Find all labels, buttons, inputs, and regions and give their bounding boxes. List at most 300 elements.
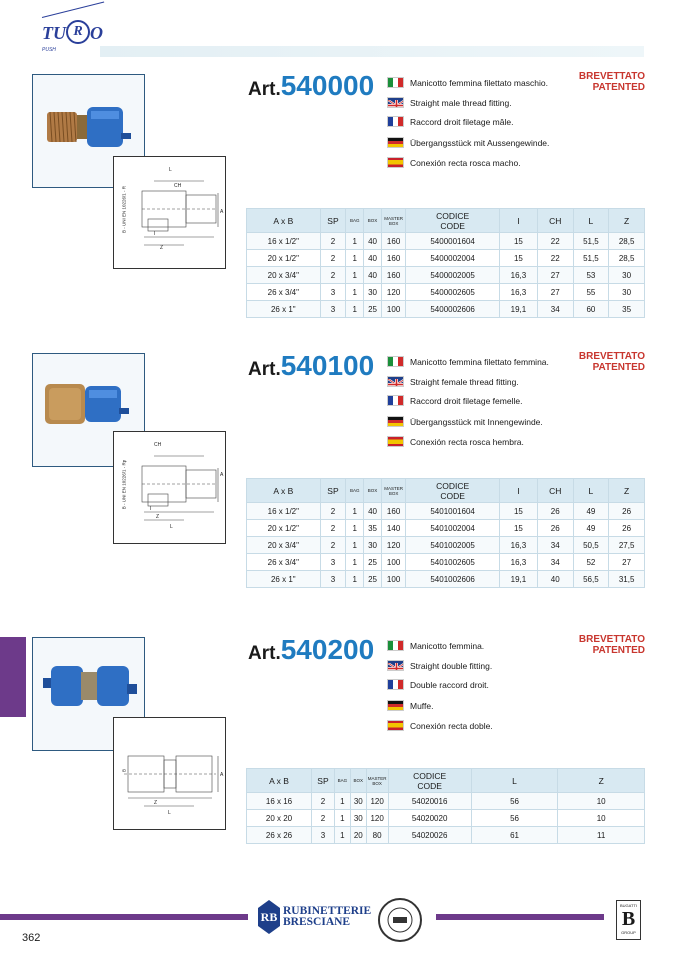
table-cell: 160: [381, 503, 405, 520]
table-cell: 27: [537, 284, 573, 301]
svg-text:A: A: [220, 772, 224, 778]
table-row: [247, 284, 645, 301]
table-cell: 3: [320, 571, 346, 588]
table-cell: 140: [381, 520, 405, 537]
brand-line-2: BRESCIANE: [283, 916, 351, 928]
table-cell: 3: [320, 554, 346, 571]
table-cell: 100: [381, 571, 405, 588]
spec-table-header: [247, 769, 645, 793]
column-header-text: Z: [624, 485, 630, 496]
column-header: [247, 479, 321, 503]
column-header-text: L: [588, 215, 594, 226]
table-cell: 20 x 3/4": [247, 537, 321, 554]
patent-label: [579, 351, 645, 373]
description-de: [387, 697, 433, 711]
description-text: Übergangsstück mit Aussengewinde.: [410, 137, 550, 148]
table-cell: 20 x 1/2": [247, 520, 321, 537]
table-cell: 16,3: [499, 537, 537, 554]
bugatti-bottom: GROUP: [621, 930, 636, 935]
patent-label-en: PATENTED: [592, 362, 645, 373]
svg-text:Z: Z: [160, 245, 164, 251]
description-es: [387, 717, 493, 731]
table-cell: 35: [364, 520, 382, 537]
table-cell: 1: [334, 810, 350, 827]
table-cell: 49: [573, 520, 609, 537]
table-cell: 26: [609, 520, 645, 537]
table-cell: 40: [537, 571, 573, 588]
logo-rb-circle: R: [66, 20, 90, 44]
column-header: [499, 209, 537, 233]
table-cell: 26 x 3/4": [247, 284, 321, 301]
article-number: 540000: [280, 70, 375, 101]
table-cell: 80: [366, 827, 388, 844]
table-cell: 54020020: [388, 810, 471, 827]
svg-text:RB: RB: [260, 910, 278, 924]
table-cell: 1: [346, 537, 364, 554]
table-cell: 50,5: [573, 537, 609, 554]
table-row: [247, 537, 645, 554]
table-cell: 5400001604: [406, 233, 500, 250]
column-header-text: L: [512, 775, 517, 786]
column-header-text: Z: [624, 215, 630, 226]
table-cell: 55: [573, 284, 609, 301]
bugatti-top: BUGATTI: [619, 903, 638, 908]
description-de: [387, 134, 549, 148]
svg-text:I: I: [154, 231, 156, 237]
description-text: Straight male thread fitting.: [410, 97, 512, 108]
table-cell: 1: [346, 503, 364, 520]
logo-tu: TU: [42, 23, 66, 43]
table-cell: 120: [381, 284, 405, 301]
flag-fr-icon: [387, 116, 404, 127]
table-cell: 2: [320, 267, 346, 284]
table-cell: 40: [364, 267, 382, 284]
patent-label: [579, 71, 645, 93]
column-header: [312, 769, 335, 793]
description-es: [387, 433, 524, 447]
column-header-text: CH: [549, 485, 562, 496]
table-cell: 1: [346, 571, 364, 588]
table-cell: 100: [381, 554, 405, 571]
patent-label: [579, 634, 645, 656]
patent-label-it: BREVETTATO: [578, 634, 645, 645]
description-text: Manicotto femmina filettato femmina.: [410, 356, 549, 367]
table-cell: 26 x 1": [247, 301, 321, 318]
table-cell: 16,3: [499, 554, 537, 571]
article-number: 540100: [280, 350, 375, 381]
patent-label-en: PATENTED: [592, 645, 645, 656]
header-bar: [100, 46, 644, 57]
column-header-text: BAG: [349, 488, 360, 493]
table-cell: 1: [334, 793, 350, 810]
table-cell: 27: [537, 267, 573, 284]
table-cell: 1: [346, 554, 364, 571]
flag-it-icon: [387, 356, 404, 367]
column-header: [381, 479, 405, 503]
table-cell: 2: [320, 503, 346, 520]
table-cell: 25: [364, 571, 382, 588]
article-prefix: Art.: [248, 643, 281, 664]
table-cell: 15: [499, 233, 537, 250]
column-header-text: Z: [598, 775, 604, 786]
column-header-text: A x B: [273, 215, 294, 226]
iso-seal-icon: [380, 900, 420, 940]
article-title: [248, 350, 374, 382]
column-header: [406, 209, 500, 233]
column-header-text: I: [517, 215, 520, 226]
spec-table: [246, 208, 645, 318]
column-header-line: CODE: [417, 780, 442, 791]
column-header-line: CODICE: [413, 770, 447, 781]
description-it: [387, 353, 549, 367]
column-header: [609, 209, 645, 233]
column-header: [364, 209, 382, 233]
table-cell: 60: [573, 301, 609, 318]
footer-line-right: [436, 914, 604, 920]
patent-label-it: BREVETTATO: [578, 351, 645, 362]
description-text: Conexión recta rosca hembra.: [410, 436, 524, 447]
svg-text:A: A: [220, 472, 224, 478]
table-row: [247, 267, 645, 284]
table-cell: 26 x 26: [247, 827, 312, 844]
table-cell: 16,3: [499, 267, 537, 284]
table-cell: 53: [573, 267, 609, 284]
column-header-text: MASTER BOX: [384, 485, 403, 496]
column-header: [320, 479, 346, 503]
column-header-text: A x B: [269, 775, 289, 786]
column-header-text: MASTER BOX: [384, 215, 403, 226]
table-cell: 22: [537, 233, 573, 250]
table-cell: 1: [346, 233, 364, 250]
table-row: [247, 301, 645, 318]
table-cell: 20 x 1/2": [247, 250, 321, 267]
table-cell: 34: [537, 554, 573, 571]
table-cell: 28,5: [609, 250, 645, 267]
description-text: Raccord droit filetage mâle.: [410, 116, 514, 127]
table-cell: 20 x 3/4": [247, 267, 321, 284]
table-cell: 11: [558, 827, 645, 844]
table-row: [247, 793, 645, 810]
column-header: [558, 769, 645, 793]
flag-fr-icon: [387, 679, 404, 690]
column-header: [537, 209, 573, 233]
column-header-line: CODICE: [436, 480, 470, 491]
flag-it-icon: [387, 640, 404, 651]
svg-text:L: L: [169, 167, 172, 173]
flag-es-icon: [387, 436, 404, 447]
column-header: [366, 769, 388, 793]
table-cell: 40: [364, 503, 382, 520]
turbo-logo: [22, 14, 104, 56]
table-cell: 5401002605: [406, 554, 500, 571]
table-cell: 2: [320, 520, 346, 537]
table-cell: 51,5: [573, 250, 609, 267]
logo-o: O: [90, 23, 103, 43]
description-text: Double raccord droit.: [410, 679, 489, 690]
table-row: [247, 554, 645, 571]
patent-label-it: BREVETTATO: [578, 71, 645, 82]
column-header-line: CODICE: [436, 210, 470, 221]
table-cell: 2: [320, 250, 346, 267]
flag-it-icon: [387, 77, 404, 88]
column-header-text: I: [517, 485, 520, 496]
table-cell: 16 x 1/2": [247, 233, 321, 250]
column-header: [350, 769, 366, 793]
table-cell: 2: [312, 810, 335, 827]
table-cell: 20: [350, 827, 366, 844]
flag-es-icon: [387, 157, 404, 168]
column-header: [406, 479, 500, 503]
column-header: [388, 769, 471, 793]
table-cell: 160: [381, 233, 405, 250]
flag-gb-icon: [387, 97, 404, 108]
table-cell: 51,5: [573, 233, 609, 250]
table-cell: 5401002005: [406, 537, 500, 554]
side-tab: [0, 637, 26, 717]
table-row: [247, 827, 645, 844]
table-row: [247, 520, 645, 537]
column-header-text: BAG: [337, 778, 348, 783]
flag-de-icon: [387, 700, 404, 711]
table-cell: 3: [320, 301, 346, 318]
column-header: [346, 209, 364, 233]
svg-text:Z: Z: [156, 514, 160, 520]
table-row: [247, 233, 645, 250]
description-gb: [387, 657, 492, 671]
spec-table: [246, 478, 645, 588]
description-text: Conexión recta doble.: [410, 720, 493, 731]
column-header-line: CODE: [440, 490, 465, 501]
column-header-text: SP: [327, 215, 339, 226]
table-cell: 30: [609, 267, 645, 284]
table-cell: 30: [350, 793, 366, 810]
description-text: Raccord droit filetage femelle.: [410, 395, 523, 406]
patent-label-en: PATENTED: [592, 82, 645, 93]
brand-line-1: RUBINETTERIE: [283, 905, 372, 917]
table-cell: 34: [537, 301, 573, 318]
iso-certification-seal: [378, 898, 422, 942]
table-cell: 52: [573, 554, 609, 571]
table-cell: 5401001604: [406, 503, 500, 520]
svg-text:A: A: [220, 209, 224, 215]
table-cell: 54020016: [388, 793, 471, 810]
bugatti-group-logo: [616, 900, 641, 940]
table-cell: 5401002004: [406, 520, 500, 537]
table-row: [247, 503, 645, 520]
table-cell: 30: [609, 284, 645, 301]
table-cell: 3: [312, 827, 335, 844]
description-gb: [387, 373, 519, 387]
table-cell: 34: [537, 537, 573, 554]
description-text: Manicotto femmina.: [410, 640, 485, 651]
drawing-standard-label: B - UNI EN 10226/1 - R: [121, 185, 127, 234]
flag-gb-icon: [387, 376, 404, 387]
table-cell: 26: [537, 503, 573, 520]
column-header-text: A x B: [273, 485, 294, 496]
column-header: [573, 479, 609, 503]
column-header-text: L: [588, 485, 594, 496]
table-cell: 15: [499, 250, 537, 267]
description-text: Straight female thread fitting.: [410, 376, 519, 387]
table-cell: 49: [573, 503, 609, 520]
svg-text:L: L: [170, 524, 173, 530]
table-cell: 56: [471, 793, 558, 810]
column-header: [537, 479, 573, 503]
page-number: 362: [22, 932, 41, 944]
description-it: [387, 74, 548, 88]
table-cell: 22: [537, 250, 573, 267]
table-cell: 61: [471, 827, 558, 844]
table-cell: 160: [381, 267, 405, 284]
table-cell: 120: [381, 537, 405, 554]
table-row: [247, 810, 645, 827]
column-header: [471, 769, 558, 793]
table-cell: 54020026: [388, 827, 471, 844]
spec-table: [246, 768, 645, 844]
column-header-text: SP: [327, 485, 339, 496]
table-cell: 19,1: [499, 301, 537, 318]
article-number: 540200: [280, 634, 375, 665]
table-cell: 2: [312, 793, 335, 810]
description-it: [387, 637, 484, 651]
svg-text:L: L: [168, 810, 171, 816]
flag-gb-icon: [387, 660, 404, 671]
column-header-text: SP: [317, 775, 329, 786]
table-cell: 5400002605: [406, 284, 500, 301]
description-text: Übergangsstück mit Innengewinde.: [410, 416, 543, 427]
table-cell: 56,5: [573, 571, 609, 588]
description-text: Manicotto femmina filettato maschio.: [410, 77, 548, 88]
table-cell: 31,5: [609, 571, 645, 588]
description-fr: [387, 392, 522, 406]
table-cell: 20 x 20: [247, 810, 312, 827]
column-header: [499, 479, 537, 503]
table-cell: 3: [320, 284, 346, 301]
table-cell: 160: [381, 250, 405, 267]
description-fr: [387, 676, 489, 690]
table-cell: 28,5: [609, 233, 645, 250]
table-cell: 27,5: [609, 537, 645, 554]
table-cell: 10: [558, 810, 645, 827]
flag-fr-icon: [387, 395, 404, 406]
table-cell: 26: [537, 520, 573, 537]
article-prefix: Art.: [248, 359, 281, 380]
table-cell: 25: [364, 301, 382, 318]
article-title: [248, 70, 374, 102]
technical-drawing: [113, 431, 226, 544]
table-cell: 1: [346, 267, 364, 284]
column-header: [573, 209, 609, 233]
svg-text:Z: Z: [154, 800, 158, 806]
spec-table-header: [247, 479, 645, 503]
table-row: [247, 250, 645, 267]
logo-swoosh: [42, 2, 104, 18]
table-cell: 5400002606: [406, 301, 500, 318]
column-header: [320, 209, 346, 233]
column-header: [364, 479, 382, 503]
table-cell: 5401002606: [406, 571, 500, 588]
svg-text:I: I: [150, 506, 152, 512]
column-header-text: BOX: [353, 778, 364, 783]
table-cell: 40: [364, 250, 382, 267]
column-header: [334, 769, 350, 793]
column-header: [346, 479, 364, 503]
article-prefix: Art.: [248, 79, 281, 100]
table-cell: 5400002004: [406, 250, 500, 267]
column-header: [609, 479, 645, 503]
table-cell: 1: [334, 827, 350, 844]
table-cell: 2: [320, 233, 346, 250]
table-cell: 16,3: [499, 284, 537, 301]
description-fr: [387, 113, 513, 127]
svg-text:CH: CH: [174, 183, 182, 189]
table-cell: 40: [364, 233, 382, 250]
table-cell: 1: [346, 520, 364, 537]
footer-line-left: [0, 914, 248, 920]
table-cell: 1: [346, 284, 364, 301]
table-cell: 30: [350, 810, 366, 827]
flag-de-icon: [387, 416, 404, 427]
table-cell: 100: [381, 301, 405, 318]
table-cell: 26 x 1": [247, 571, 321, 588]
table-cell: 120: [366, 810, 388, 827]
table-cell: 30: [364, 537, 382, 554]
table-cell: 16 x 16: [247, 793, 312, 810]
table-cell: 15: [499, 503, 537, 520]
table-cell: 16 x 1/2": [247, 503, 321, 520]
table-cell: 15: [499, 520, 537, 537]
table-cell: 1: [346, 301, 364, 318]
table-cell: 1: [346, 250, 364, 267]
table-cell: 25: [364, 554, 382, 571]
table-cell: 35: [609, 301, 645, 318]
svg-text:CH: CH: [154, 442, 162, 448]
column-header-text: BAG: [349, 218, 360, 223]
description-gb: [387, 94, 512, 108]
column-header-text: CH: [549, 215, 562, 226]
bugatti-letter: B: [621, 908, 636, 930]
column-header-text: BOX: [367, 488, 378, 493]
table-cell: 19,1: [499, 571, 537, 588]
description-text: Straight double fitting.: [410, 660, 493, 671]
drawing-standard-label: B: [121, 769, 127, 773]
column-header: [381, 209, 405, 233]
table-cell: 2: [320, 537, 346, 554]
table-cell: 26 x 3/4": [247, 554, 321, 571]
column-header-line: CODE: [440, 220, 465, 231]
flag-de-icon: [387, 137, 404, 148]
description-es: [387, 154, 521, 168]
technical-drawing: [113, 156, 226, 269]
column-header: [247, 769, 312, 793]
column-header: [247, 209, 321, 233]
table-cell: 10: [558, 793, 645, 810]
column-header-text: BOX: [367, 218, 378, 223]
description-de: [387, 413, 543, 427]
table-cell: 56: [471, 810, 558, 827]
table-cell: 26: [609, 503, 645, 520]
table-cell: 30: [364, 284, 382, 301]
column-header-text: MASTER BOX: [367, 775, 387, 786]
logo-subtitle: PUSH: [42, 47, 56, 53]
table-cell: 27: [609, 554, 645, 571]
description-text: Conexión recta rosca macho.: [410, 157, 521, 168]
drawing-standard-label: B - UNI EN 10226/1 - Rp: [121, 459, 127, 510]
table-cell: 120: [366, 793, 388, 810]
technical-drawing: [113, 717, 226, 830]
table-cell: 5400002005: [406, 267, 500, 284]
description-text: Muffe.: [410, 700, 434, 711]
